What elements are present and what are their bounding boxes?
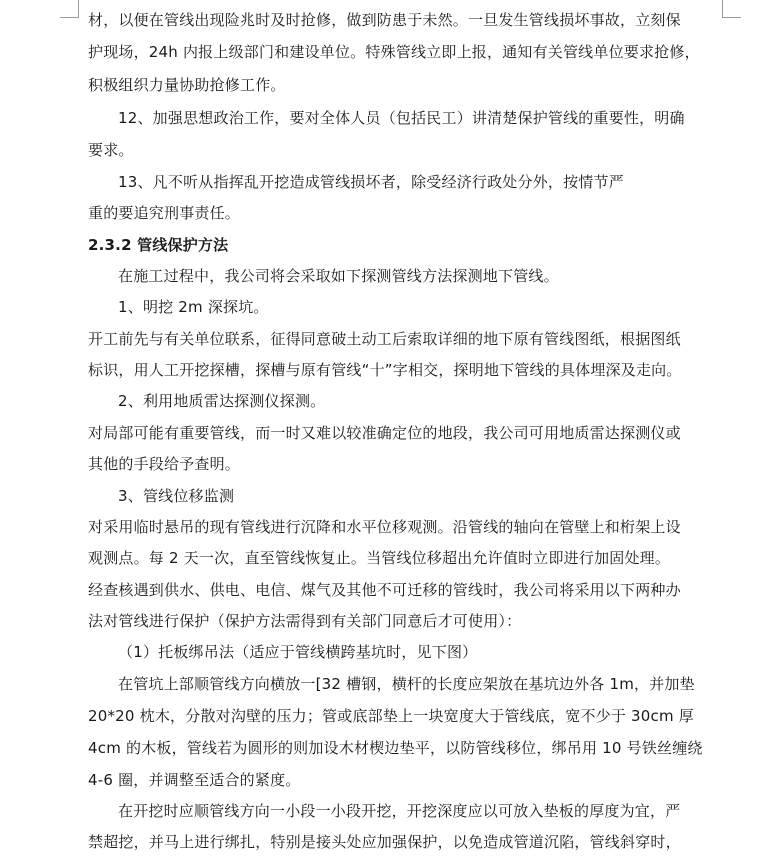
- paragraph-line: 禁超挖，并马上进行绑扎，特别是接头处应加强保护，以免造成管道沉陷，管线斜穿时，: [88, 833, 681, 851]
- paragraph-line: 对局部可能有重要管线，而一时又难以较准确定位的地段，我公司可用地质雷达探测仪或: [88, 424, 681, 442]
- paragraph-line: 标识，用人工开挖探槽，探槽与原有管线“十”字相交，探明地下管线的具体埋深及走向。: [88, 361, 682, 379]
- paragraph-line: 法对管线进行保护（保护方法需得到有关部门同意后才可使用）：: [88, 612, 522, 630]
- paragraph-line: 护现场，24h 内报上级部门和建设单位。特殊管线立即上报，通知有关管线单位要求抢修，: [88, 43, 700, 61]
- paragraph-line: 要求。: [88, 141, 134, 159]
- margin-corner-mark-left: [60, 0, 79, 18]
- paragraph-line: 开工前先与有关单位联系，征得同意破土动工后索取详细的地下原有管线图纸，根据图纸: [88, 330, 681, 348]
- paragraph-line: 4-6 圈，并调整至适合的紧度。: [88, 771, 301, 789]
- list-item-heading: （1）托板绑吊法（适应于管线横跨基坑时，见下图）: [118, 643, 478, 661]
- paragraph-line: 13、凡不听从指挥乱开挖造成管线损坏者，除受经济行政处分外，按情节严: [118, 173, 624, 191]
- paragraph-line: 其他的手段给予查明。: [88, 455, 241, 473]
- list-item-heading: 1、明挖 2m 深探坑。: [118, 298, 269, 316]
- paragraph-line: 观测点。每 2 天一次，直至管线恢复止。当管线位移超出允许值时立即进行加固处理。: [88, 549, 671, 567]
- paragraph-line: 重的要追究刑事责任。: [88, 204, 241, 222]
- paragraph-line: 积极组织力量协助抢修工作。: [88, 76, 286, 94]
- list-item-heading: 3、管线位移监测: [118, 487, 235, 505]
- margin-corner-mark-right: [722, 0, 741, 18]
- section-heading: 2.3.2 管线保护方法: [88, 236, 229, 254]
- paragraph-line: 对采用临时悬吊的现有管线进行沉降和水平位移观测。沿管线的轴向在管壁上和桁架上设: [88, 518, 681, 536]
- paragraph-line: 20*20 枕木，分散对沟壁的压力；管或底部垫上一块宽度大于管线底，宽不少于 30cm 厚: [88, 707, 694, 725]
- paragraph-line: 在管坑上部顺管线方向横放一[32 槽钢，横杆的长度应架放在基坑边外各 1m，并加垫: [118, 675, 695, 693]
- paragraph-line: 经查核遇到供水、供电、电信、煤气及其他不可迁移的管线时，我公司将采用以下两种办: [88, 581, 681, 599]
- paragraph-line: 4cm 的木板，管线若为圆形的则加设木材楔边垫平，以防管线移位，绑吊用 10 号铁丝缠绕: [88, 739, 703, 757]
- paragraph-line: 材，以便在管线出现险兆时及时抢修，做到防患于未然。一旦发生管线损坏事故，立刻保: [88, 11, 681, 29]
- list-item-heading: 2、利用地质雷达探测仪探测。: [118, 392, 326, 410]
- paragraph-line: 在施工过程中，我公司将会采取如下探测管线方法探测地下管线。: [118, 267, 559, 285]
- paragraph-line: 在开挖时应顺管线方向一小段一小段开挖，开挖深度应以可放入垫板的厚度为宜，严: [118, 802, 681, 820]
- paragraph-line: 12、加强思想政治工作，要对全体人员（包括民工）讲清楚保护管线的重要性，明确: [118, 109, 685, 127]
